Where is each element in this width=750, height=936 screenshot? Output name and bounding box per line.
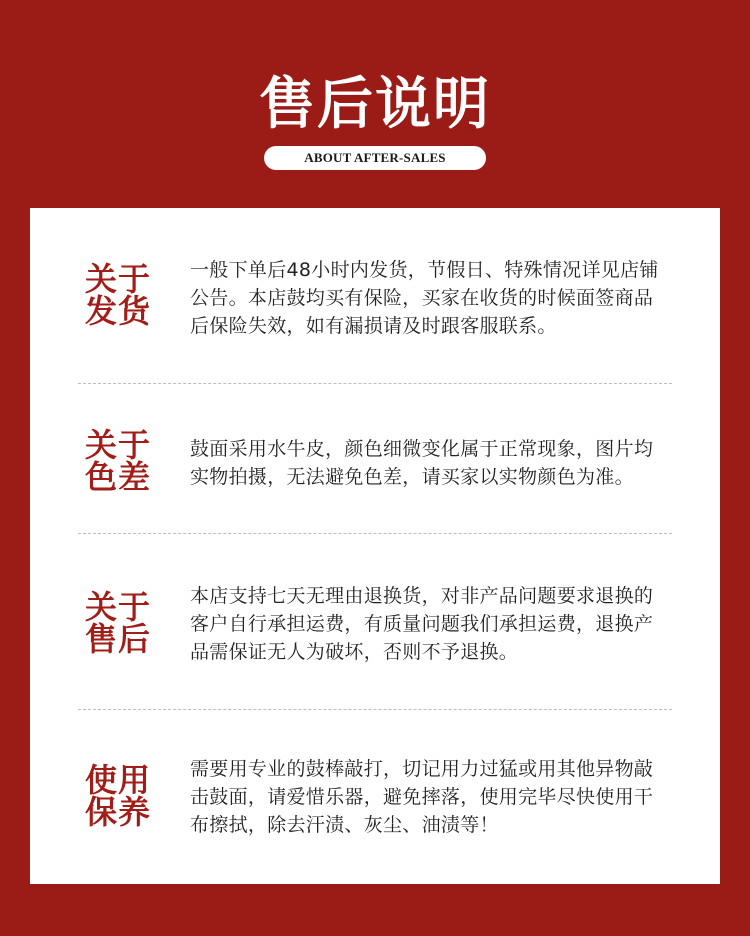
subtitle-badge: ABOUT AFTER-SALES: [264, 146, 486, 170]
after-sales-card: [30, 208, 720, 884]
section-label-line1: 关于: [85, 588, 152, 626]
section-shipping: [30, 208, 720, 383]
section-text-after-sales: 本店支持七天无理由退换货，对非产品问题要求退换的客户自行承担运费，有质量问题我们承担运费，退换产品需保证无人为破坏，否则不予退换。: [190, 585, 654, 663]
section-label-line1: 关于: [85, 426, 152, 464]
section-label-line2: 保养: [85, 793, 152, 831]
section-maintenance: [30, 709, 720, 884]
section-label-color-difference: [85, 426, 165, 496]
section-label-maintenance: [85, 761, 165, 831]
section-label-after-sales: [85, 588, 165, 658]
section-text-shipping: 一般下单后48小时内发货，节假日、特殊情况详见店铺公告。本店鼓均买有保险，买家在收货的时候面签商品后保险失效，如有漏损请及时跟客服联系。: [190, 259, 659, 337]
page-title: 售后说明: [259, 71, 491, 137]
section-label-line1: 使用: [85, 761, 152, 799]
section-label-shipping: [85, 260, 165, 330]
section-text-color-difference: 鼓面采用水牛皮，颜色细微变化属于正常现象，图片均实物拍摄，无法避免色差，请买家以实物颜色为准。: [190, 438, 654, 488]
section-text-maintenance: 需要用专业的鼓棒敲打，切记用力过猛或用其他异物敲击鼓面，请爱惜乐器，避免摔落，使用完毕尽快使用干布擦拭，除去汗渍、灰尘、油渍等！: [190, 758, 654, 836]
page-header: [0, 0, 750, 208]
section-after-sales: [30, 533, 720, 709]
section-label-line2: 发货: [85, 292, 152, 330]
section-label-line1: 关于: [85, 260, 152, 298]
section-color-difference: [30, 383, 720, 533]
section-label-line2: 售后: [85, 620, 152, 658]
section-label-line2: 色差: [85, 458, 152, 496]
